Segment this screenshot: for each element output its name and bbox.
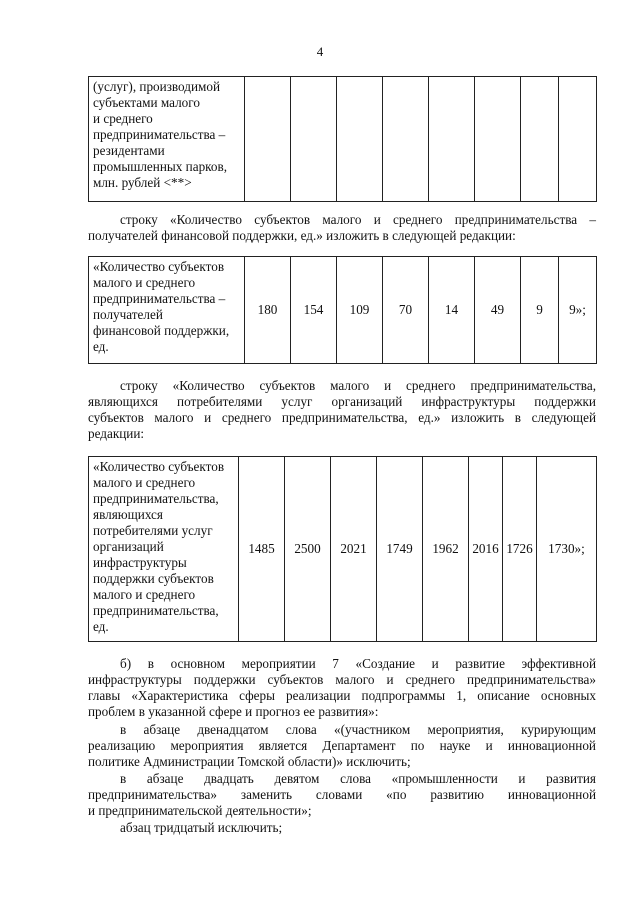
table-row	[89, 257, 597, 364]
table-1	[88, 76, 597, 202]
table-cell: 1962	[423, 457, 469, 642]
label-line: и среднего	[93, 111, 153, 126]
text-line: получателей финансовой поддержки, ед.» изложить в следующей редакции:	[88, 228, 516, 243]
table-cell: 2016	[469, 457, 503, 642]
table-2	[88, 256, 597, 364]
page-number: 4	[316, 44, 324, 59]
label-line: субъектами малого	[93, 95, 200, 110]
label-line: предпринимательства –	[93, 127, 226, 142]
label-line: млн. рублей <**>	[93, 175, 192, 190]
table-cell	[429, 77, 475, 202]
label-line: резидентами	[93, 143, 165, 158]
paragraph-4	[88, 722, 596, 770]
label-line: предпринимательства,	[93, 603, 219, 618]
table-cell	[475, 77, 521, 202]
table-row	[89, 77, 597, 202]
label-line: малого и среднего	[93, 587, 196, 602]
label-line: предпринимательства –	[93, 291, 226, 306]
text-line: реализацию мероприятия является Департамент по науке и инновационной	[88, 738, 596, 753]
label-line: являющихся	[93, 507, 163, 522]
text-line: политике Администрации Томской области)» исключить;	[88, 754, 411, 769]
label-line: получателей	[93, 307, 163, 322]
table-cell	[245, 77, 291, 202]
table-cell: 70	[383, 257, 429, 364]
table-1-label-cell	[89, 77, 245, 202]
text-line: главы «Характеристика сферы реализации подпрограммы 1, описание основных	[88, 688, 596, 703]
paragraph-3	[88, 656, 596, 720]
table-cell: 154	[291, 257, 337, 364]
label-line: малого и среднего	[93, 275, 196, 290]
paragraph-5	[88, 771, 596, 819]
label-line: «Количество субъектов	[93, 459, 225, 474]
label-line: инфраструктуры	[93, 555, 187, 570]
table-cell: 49	[475, 257, 521, 364]
table-cell	[521, 77, 559, 202]
text-line: редакции:	[88, 426, 145, 441]
table-cell: 2021	[331, 457, 377, 642]
text-line: в абзаце двенадцатом слова «(участником мероприятия, курирующим	[120, 722, 596, 737]
label-line: поддержки субъектов	[93, 571, 214, 586]
text-line: субъектов малого и среднего предпринимательства, ед.» изложить в следующей	[88, 410, 596, 425]
table-cell: 180	[245, 257, 291, 364]
text-line: б) в основном мероприятии 7 «Создание и развитие эффективной	[120, 656, 596, 671]
text-line: инфраструктуры поддержки субъектов малого и среднего предпринимательства»	[88, 672, 596, 687]
table-3-label-cell	[89, 457, 239, 642]
table-cell: 2500	[285, 457, 331, 642]
label-line: потребителями услуг	[93, 523, 213, 538]
table-row	[89, 457, 597, 642]
label-line: «Количество субъектов	[93, 259, 225, 274]
table-2-label-cell	[89, 257, 245, 364]
paragraph-6	[88, 820, 596, 836]
table-cell: 1730»;	[537, 457, 597, 642]
table-cell	[337, 77, 383, 202]
table-cell: 1749	[377, 457, 423, 642]
paragraph-2	[88, 378, 596, 442]
label-line: финансовой поддержки,	[93, 323, 230, 338]
label-line: ед.	[93, 339, 109, 354]
label-line: малого и среднего	[93, 475, 196, 490]
text-line: и предпринимательской деятельности»;	[88, 803, 312, 818]
text-line: в абзаце двадцать девятом слова «промышленности и развития	[120, 771, 596, 786]
label-line: ед.	[93, 619, 109, 634]
text-line: строку «Количество субъектов малого и среднего предпринимательства,	[120, 378, 596, 393]
table-cell: 9	[521, 257, 559, 364]
table-cell: 14	[429, 257, 475, 364]
text-line: являющихся потребителями услуг организаций инфраструктуры поддержки	[88, 394, 596, 409]
paragraph-1	[88, 212, 596, 244]
table-cell	[383, 77, 429, 202]
table-cell	[291, 77, 337, 202]
table-3	[88, 456, 597, 642]
text-line: абзац тридцатый исключить;	[120, 820, 283, 835]
label-line: (услуг), производимой	[93, 79, 221, 94]
text-line: предпринимательства» заменить словами «по развитию инновационной	[88, 787, 596, 802]
label-line: организаций	[93, 539, 164, 554]
label-line: предпринимательства,	[93, 491, 219, 506]
table-cell: 1726	[503, 457, 537, 642]
text-line: проблем в указанной сфере и прогноз ее развития»:	[88, 704, 379, 719]
text-line: строку «Количество субъектов малого и среднего предпринимательства –	[120, 212, 596, 227]
label-line: промышленных парков,	[93, 159, 228, 174]
table-cell: 1485	[239, 457, 285, 642]
table-cell	[559, 77, 597, 202]
table-cell: 9»;	[559, 257, 597, 364]
table-cell: 109	[337, 257, 383, 364]
